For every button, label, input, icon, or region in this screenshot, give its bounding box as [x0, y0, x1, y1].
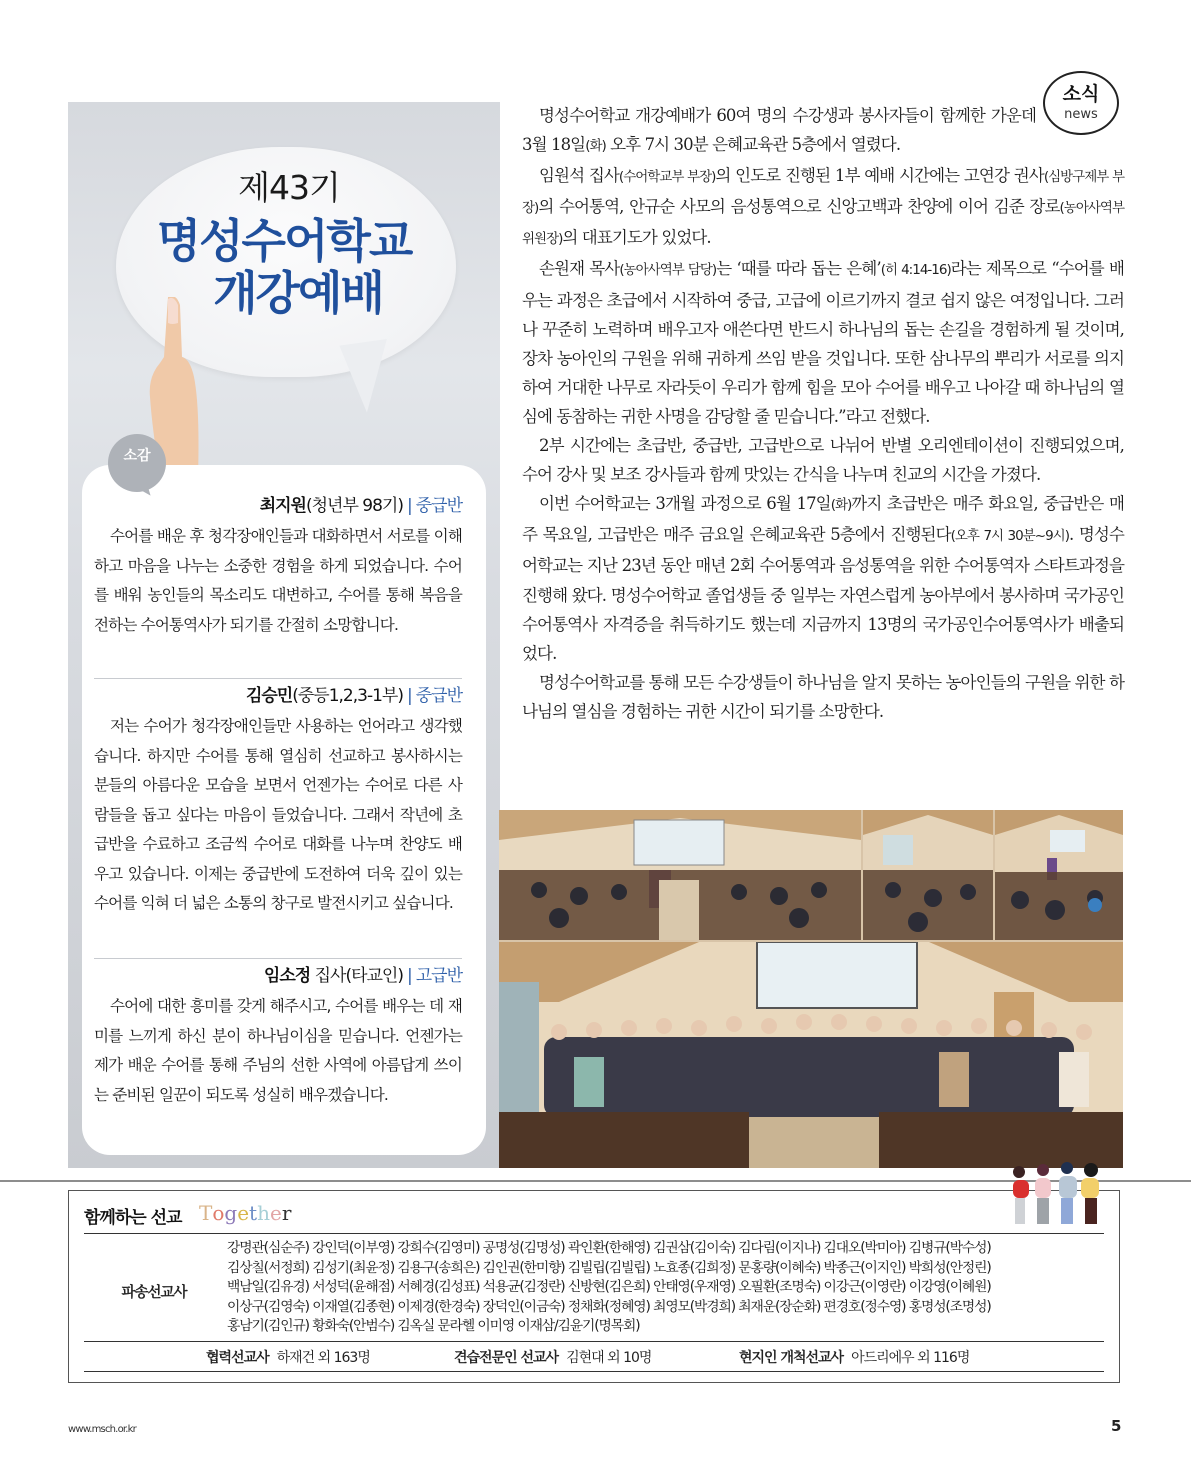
text: 는 ‘때를 따라 돕는 은혜’ [716, 259, 881, 279]
reviewer-name: 김승민 [245, 686, 293, 706]
cooperating-missionaries [206, 1347, 370, 1367]
text: 임원석 집사 [539, 166, 619, 186]
review-1 [94, 492, 462, 640]
divider [84, 1233, 1104, 1234]
text: 의 수어통역, 안규순 사모의 음성통역으로 신앙고백과 찬양에 이어 김준 장로 [538, 197, 1060, 217]
review-header [94, 492, 462, 520]
letter: e [237, 1201, 250, 1225]
names-line: 백남일(김유경) 서성덕(윤해점) 서혜경(김성표) 석용균(김정란) 신방현(김은희) 안태영(우재영) 오필환(조명숙) 이강근(이영란) 이강영(이혜원) [227, 1279, 991, 1296]
together-logo-text [199, 1201, 291, 1225]
value: 아드리에우 외 116명 [851, 1350, 970, 1366]
text: (농아사역부 위원장) [522, 200, 1124, 248]
text: 손원재 목사 [539, 259, 620, 279]
together-title: 함께하는 선교 [84, 1208, 182, 1228]
class-level: 중급반 [415, 496, 462, 516]
news-badge-ko: 소식 [1062, 83, 1100, 105]
value: 하재건 외 163명 [276, 1350, 370, 1366]
photo-collage [499, 810, 1123, 1168]
names-line: 이상구(김영숙) 이재열(김종현) 이제경(한경숙) 장덕인(이금숙) 정채화(정혜영) 최영모(박경희) 최재운(장순화) 편경호(정수영) 홍명성(조명성) [227, 1298, 991, 1315]
reviewer-affiliation: (청년부 98기) [305, 496, 403, 516]
photo-congregation-2 [995, 810, 1123, 940]
reviewer-affiliation: (중등1,2,3-1부) [292, 686, 403, 706]
photo-group [499, 942, 1123, 1168]
letter: o [212, 1201, 225, 1225]
review-3 [94, 962, 462, 1110]
text: 명성수어학교 개강예배가 60여 명의 수강생과 봉사자들이 함께한 가운데 3월 18일 [522, 106, 1036, 155]
text: (수어학교부 부장) [618, 169, 716, 186]
reviewer-name: 최지원 [259, 496, 306, 516]
photo-worship-service [499, 810, 861, 940]
class-level: 중급반 [415, 686, 462, 706]
local-pioneer-missionaries [739, 1347, 969, 1367]
feature-panel [68, 102, 500, 1168]
letter: T [199, 1201, 213, 1225]
class-level: 고급반 [415, 966, 462, 986]
review-text: 수어에 대한 흥미를 갖게 해주시고, 수어를 배우는 데 재미를 느끼게 하신 분이 하나님이심을 믿습니다. 언젠가는 제가 배운 수어를 통해 주님의 선한 사역에 아름답게 쓰이는 준비된 일꾼이 되도록 성실히 배우겠습니다. [94, 997, 462, 1104]
article-paragraph-1 [522, 101, 1124, 161]
text: (화) [585, 138, 606, 155]
value: 김현대 외 10명 [566, 1350, 652, 1366]
text: (농아사역부 담당) [619, 262, 717, 279]
review-header [94, 682, 462, 710]
edition-label: 제43기 [238, 168, 340, 207]
names-line: 김상칠(서정희) 김성기(최윤정) 김용구(송희은) 김인권(한미향) 김빌립(김빌립) 노효종(김희정) 문홍량(이혜숙) 박종근(이지인) 박희성(안정린) [227, 1259, 991, 1276]
dispatched-missionaries-label: 파송선교사 [121, 1285, 187, 1301]
text: 이번 수어학교는 3개월 과정으로 6월 17일 [539, 494, 831, 514]
text: . 명성수어학교는 지난 23년 동안 매년 2회 수어통역과 음성통역을 위한 수어통역자 스타트과정을 진행해 왔다. 명성수어학교 졸업생들 중 일부는 자연스럽게 농아부에서 봉사하며 국가공인 수어통역사 자격증을 취득하기도 했는데 지금까지 13명의 국가공인수어통역사가 배출되었다. [522, 525, 1124, 663]
review-divider [94, 958, 462, 959]
text: (히 4:14-16) [880, 262, 951, 279]
text: 2부 시간에는 초급반, 중급반, 고급반으로 나뉘어 반별 오리엔테이션이 진행되었으며, 수어 강사 및 보조 강사들과 함께 맛있는 간식을 나누며 친교의 시간을 가졌다. [522, 436, 1124, 485]
reviewer-name: 임소정 [263, 966, 311, 986]
label: 견습전문인 선교사 [454, 1350, 559, 1366]
photo-congregation-1 [863, 810, 993, 940]
label: 현지인 개척선교사 [739, 1350, 844, 1366]
article-body [522, 101, 1124, 726]
letter: g [224, 1201, 238, 1225]
article-paragraph-2 [522, 161, 1124, 254]
feature-title-line1: 명성수어학교 [156, 214, 412, 268]
apprentice-missionaries [454, 1347, 651, 1367]
review-2 [94, 682, 462, 919]
review-text: 저는 수어가 청각장애인들만 사용하는 언어라고 생각했습니다. 하지만 수어를 통해 열심히 선교하고 봉사하시는 분들의 아름다운 모습을 보면서 언젠가는 수어로 다른 사람들을 돕고 싶다는 마음이 들었습니다. 그래서 작년에 초급반을 수료하고 조금씩 수어로 대화를 나누며 찬양도 배우고 있습니다. 이제는 중급반에 도전하여 더욱 깊이 있는 수어를 익혀 더 넓은 소통의 창구로 발전시키고 싶습니다. [94, 717, 462, 912]
website-url: www.msch.or.kr [68, 1424, 136, 1435]
article-paragraph-6 [522, 668, 1124, 726]
article-paragraph-5 [522, 489, 1124, 668]
separator: | [406, 686, 412, 706]
news-badge-en: news [1064, 107, 1098, 122]
together-missions-box [68, 1190, 1120, 1383]
separator: | [406, 966, 412, 986]
text: (심방구제부 부장) [522, 169, 1124, 217]
reviewer-affiliation: 집사(타교인) [314, 966, 403, 986]
article-paragraph-3 [522, 254, 1124, 431]
names-line: 홍남기(김인규) 황화숙(안범수) 김옥실 문라헬 이미영 이재삼/김윤기(명목회) [227, 1318, 640, 1335]
separator: | [406, 496, 412, 516]
feature-title-line2: 개강예배 [213, 266, 383, 320]
letter: h [257, 1201, 270, 1225]
review-divider [94, 678, 462, 679]
article-paragraph-4 [522, 431, 1124, 489]
page-number: 5 [1111, 1417, 1122, 1435]
people-group-illustration [1005, 1158, 1105, 1233]
speech-bubble-tail [339, 339, 396, 415]
review-tag-badge: 소감 [108, 434, 166, 492]
letter: t [249, 1201, 258, 1225]
text: 오후 7시 30분 은혜교육관 5층에서 열렸다. [605, 135, 901, 155]
text: (오후 7시 30분~9시) [950, 528, 1069, 545]
text: 명성수어학교를 통해 모든 수강생들이 하나님을 알지 못하는 농아인들의 구원을 위한 하나님의 열심을 경험하는 귀한 시간이 되기를 소망한다. [522, 672, 1124, 721]
divider [84, 1371, 1104, 1372]
review-text: 수어를 배운 후 청각장애인들과 대화하면서 서로를 이해하고 마음을 나누는 소중한 경험을 하게 되었습니다. 수어를 배워 농인들의 목소리도 대변하고, 수어를 통해 복음을 전하는 수어통역사가 되기를 간절히 소망합니다. [94, 527, 462, 634]
text: 까지 초급반은 매주 화요일, 중급반은 매주 목요일, 고급반은 매주 금요일 은혜교육관 5층에서 진행된다 [522, 494, 1124, 545]
text: 라는 제목으로 “수어를 배우는 과정은 초급에서 시작하여 중급, 고급에 이르기까지 결코 쉽지 않은 여정입니다. 그러나 꾸준히 노력하며 배우고자 애쓴다면 반드시 하나님의 돕는 손길을 경험하게 될 것이며, 장차 농아인의 구원을 위해 귀하게 쓰임 받을 것입니다. 또한 삼나무의 뿌리가 서로를 의지하여 거대한 나무로 자라듯이 우리가 함께 힘을 모아 수어를 배우고 나아갈 때 하나님의 열심에 동참하는 귀한 사명을 감당할 줄 믿습니다.”라고 전했다. [522, 259, 1125, 426]
text: (화) [830, 497, 852, 514]
letter: r [281, 1201, 292, 1225]
review-header [94, 962, 462, 990]
text: 의 인도로 진행된 1부 예배 시간에는 고연강 권사 [715, 166, 1044, 186]
dispatched-missionaries-list [227, 1239, 1097, 1337]
text: 의 대표기도가 있었다. [562, 228, 711, 248]
divider [84, 1341, 1104, 1342]
letter: e [269, 1201, 282, 1225]
names-line: 강명관(심순주) 강인덕(이부영) 강희수(김영미) 공명성(김명성) 곽인환(한해영) 김권삼(김이숙) 김다림(이지나) 김대오(박미아) 김병규(박수성) [227, 1240, 991, 1256]
label: 협력선교사 [206, 1350, 269, 1366]
